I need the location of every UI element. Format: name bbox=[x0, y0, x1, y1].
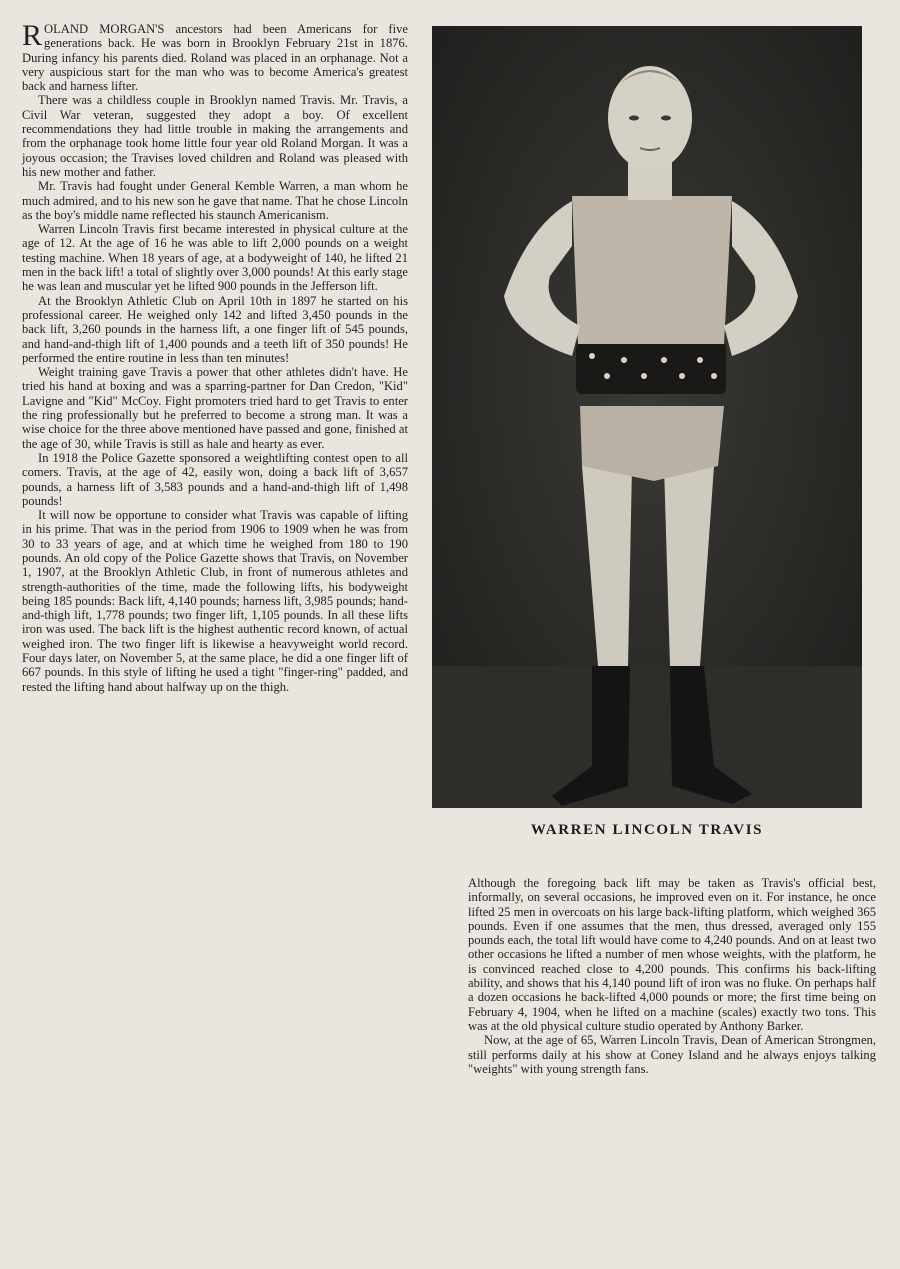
paragraph-7: In 1918 the Police Gazette sponsored a weightlifting contest open to all comers. Travis, at the age of 42, easily won, doing a back lift of 3,657 pounds, a harness lift of 3,583 pounds and a hand-and-thigh lift of 1,498 pounds! bbox=[22, 450, 408, 508]
strongman-photo bbox=[432, 26, 862, 808]
paragraph-9: Although the foregoing back lift may be taken as Travis's official best, informally, on several occasions, he improved even on it. For instance, he once lifted 25 men in overcoats on his large back-lifting platform, which weighed 365 pounds. Even if one assumes that the men, thus dressed, averaged only 155 pounds each, the total lift would have come to 4,240 pounds. And on at least two other occasions he lifted a number of men whose weights, with the platform, he is convinced reached close to 4,200 pounds. This confirms his back-lifting ability, and shows that his 4,140 pound lift of iron was no fluke. On perhaps half a dozen occasions he back-lifted 4,000 pounds or more; the first time being on February 4, 1904, when he lifted on a machine (scales) exactly two tons. This was at the old physical culture studio operated by Anthony Barker. bbox=[468, 876, 876, 1033]
left-column bbox=[22, 19, 408, 694]
paragraph-1 bbox=[22, 19, 408, 94]
paragraph-10: Now, at the age of 65, Warren Lincoln Travis, Dean of American Strongmen, still performs daily at his show at Coney Island and he always enjoys talking "weights" with young strength fans. bbox=[468, 1033, 876, 1076]
paragraph-5: At the Brooklyn Athletic Club on April 10th in 1897 he started on his professional career. He weighed only 142 and lifted 3,450 pounds in the back lift, 3,260 pounds in the harness lift, a one finger lift of 545 pounds, and hand-and-thigh lift of 1,400 pounds and a teeth lift of 350 pounds! He performed the entire routine in less than ten minutes! bbox=[22, 293, 408, 365]
photo-caption: WARREN LINCOLN TRAVIS bbox=[530, 822, 764, 838]
paragraph-4: Warren Lincoln Travis first became interested in physical culture at the age of 12. At the age of 16 he was able to lift 2,000 pounds on a weight testing machine. When 18 years of age, at a bodyweight of 140, he lifted 21 men in the back lift! a total of slightly over 3,000 pounds! At this early stage he was lean and muscular yet he lifted 900 pounds in the Jefferson lift. bbox=[22, 222, 408, 294]
paragraph-2: There was a childless couple in Brooklyn named Travis. Mr. Travis, a Civil War veteran, suggested they adopt a boy. Of excellent recommendations they had little trouble in making the arrangements and from the orphanage took home little four year old Roland Morgan. It was a joyous occasion; the Travises loved children and Roland was pleased with his new mother and father. bbox=[22, 93, 408, 179]
paragraph-8: It will now be opportune to consider what Travis was capable of lifting in his prime. That was in the period from 1906 to 1909 when he was from 30 to 33 years of age, and at which time he weighed from 180 to 190 pounds. An old copy of the Police Gazette shows that Travis, on November 1, 1907, at the Brooklyn Athletic Club, in front of numerous athletes and strength-authorities of the time, made the following lifts, his bodyweight being 185 pounds: Back lift, 4,140 pounds; harness lift, 3,985 pounds; hand-and-thigh lift, 1,778 pounds; two finger lift, 1,105 pounds. In all these lifts iron was used. The back lift is the highest authentic record known, of actual weighed iron. The two finger lift is likewise a heavyweight world record. Four days later, on November 5, at the same place, he did a one finger lift of 667 pounds. In this style of lifting he used a tight "finger-ring" padded, and rested the lifting hand about halfway up on the thigh. bbox=[22, 508, 408, 694]
paragraph-3: Mr. Travis had fought under General Kemble Warren, a man whom he much admired, and to his new son he gave that name. That he chose Lincoln as the boy's middle name reflected his staunch Americanism. bbox=[22, 179, 408, 222]
paragraph-6: Weight training gave Travis a power that other athletes didn't have. He tried his hand at boxing and was a sparring-partner for Dan Credon, "Kid" Lavigne and "Kid" McCoy. Fight promoters tried hard to get Travis to enter the ring professionally but he preferred to become a strong man. It was a wise choice for the three above mentioned have passed and gone, finished at the age of 30, while Travis is still as hale and hearty as ever. bbox=[22, 365, 408, 451]
strongman-figure-image bbox=[432, 26, 862, 808]
paragraph-1-text: OLAND MORGAN'S ancestors had been Americans for five generations back. He was born in Brooklyn February 21st in 1876. During infancy his parents died. Roland was placed in an orphanage. Not a very auspicious start for the man who was to become America's greatest back and harness lifter. bbox=[22, 22, 408, 94]
right-column bbox=[468, 876, 876, 1076]
drop-cap: R bbox=[22, 19, 43, 52]
